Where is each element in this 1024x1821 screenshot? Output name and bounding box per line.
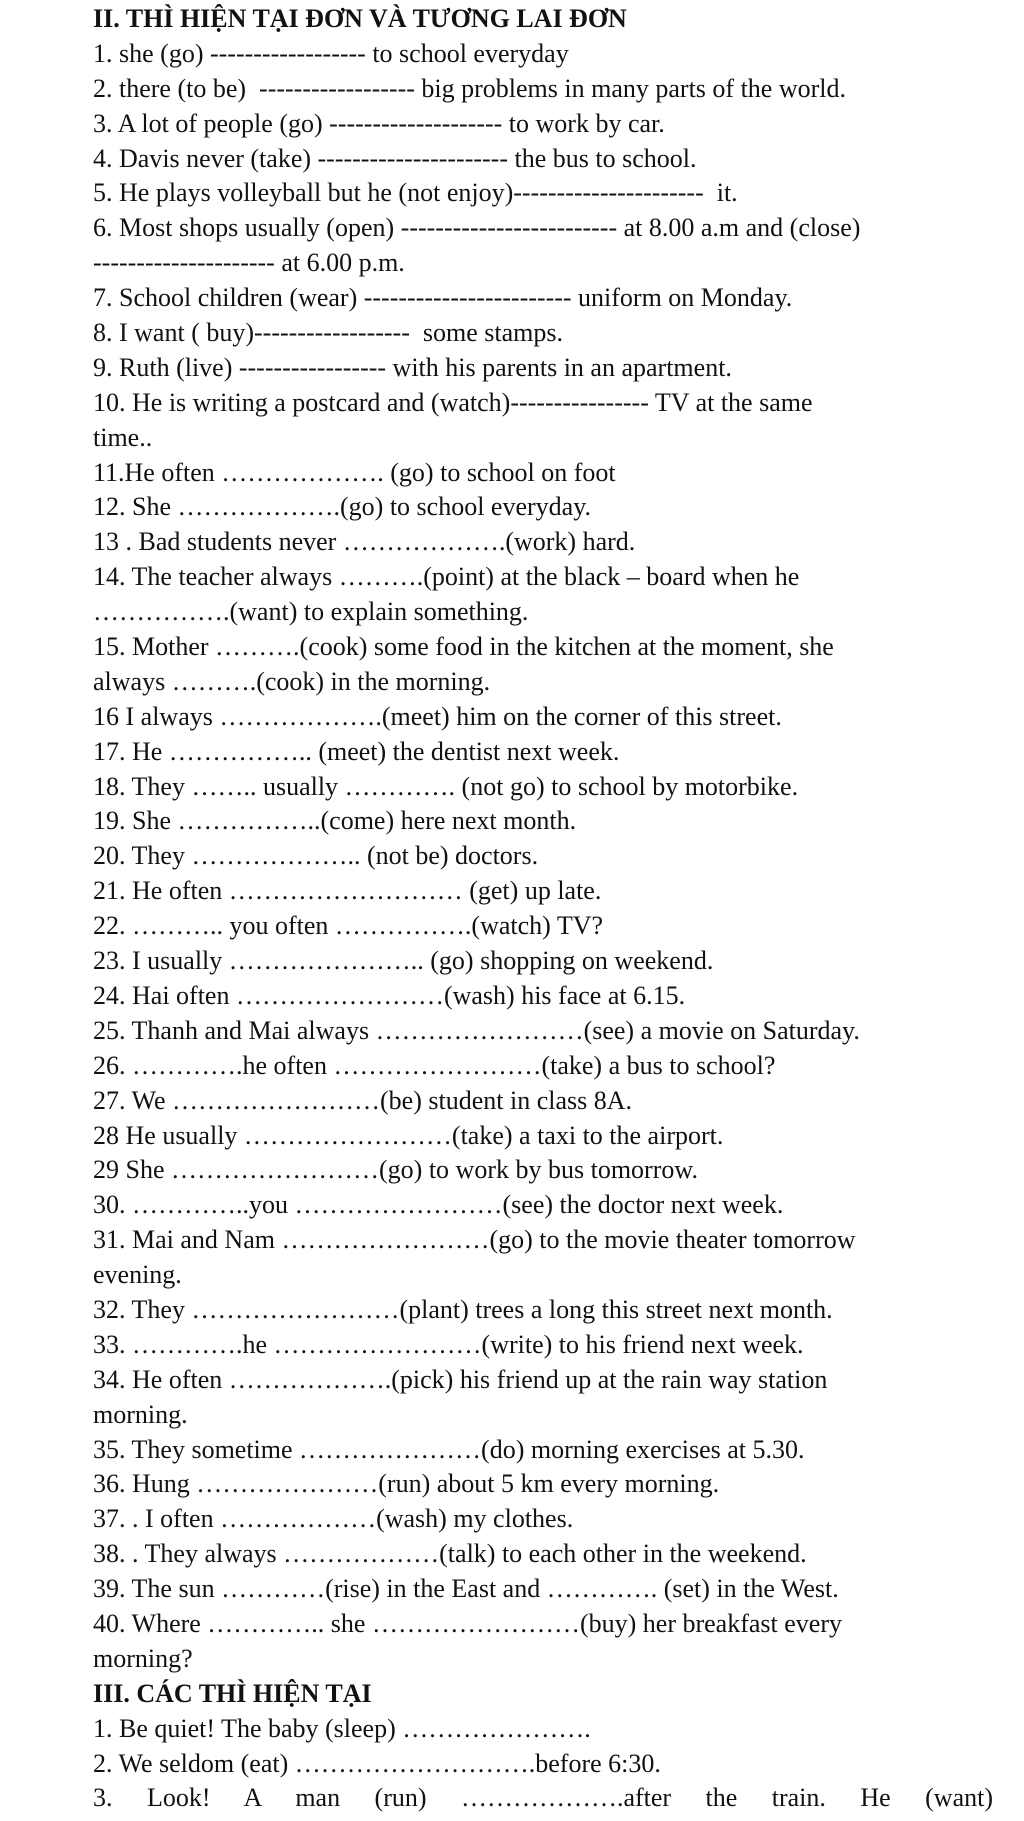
exercise-line: 37. . I often ………………(wash) my clothes. [93, 1504, 574, 1534]
exercise-line: 16 I always ……………….(meet) him on the corner of this street. [93, 701, 782, 731]
section-2-exercise-list [93, 37, 993, 1677]
exercise-line: 25. Thanh and Mai always ……………………(see) a movie on Saturday. [93, 1015, 860, 1045]
exercise-line: --------------------- at 6.00 p.m. [93, 248, 405, 278]
exercise-line: 32. They ……………………(plant) trees a long this street next month. [93, 1294, 833, 1324]
exercise-line: 5. He plays volleyball but he (not enjoy)---------------------- it. [93, 178, 738, 208]
exercise-line: 28 He usually ……………………(take) a taxi to the airport. [93, 1120, 724, 1150]
exercise-line: 20. They ……………….. (not be) doctors. [93, 841, 539, 871]
exercise-line: 33. ………….he ……………………(write) to his friend next week. [93, 1329, 804, 1359]
exercise-line: 7. School children (wear) ------------------------ uniform on Monday. [93, 283, 793, 313]
exercise-line: morning. [93, 1399, 188, 1429]
exercise-line: 17. He …………….. (meet) the dentist next week. [93, 736, 620, 766]
exercise-line: 30. …………..you ……………………(see) the doctor next week. [93, 1190, 784, 1220]
exercise-line: 19. She ……………..(come) here next month. [93, 806, 577, 836]
exercise-line: 31. Mai and Nam ……………………(go) to the movie theater tomorrow [93, 1225, 856, 1255]
exercise-line: 4. Davis never (take) ---------------------- the bus to school. [93, 143, 697, 173]
exercise-line: time.. [93, 422, 153, 452]
exercise-line: 14. The teacher always ……….(point) at the black – board when he [93, 562, 800, 592]
exercise-line: 24. Hai often ……………………(wash) his face at 6.15. [93, 980, 686, 1010]
exercise-line: 26. ………….he often ……………………(take) a bus to school? [93, 1050, 776, 1080]
section-2-heading: II. THÌ HIỆN TẠI ĐƠN VÀ TƯƠNG LAI ĐƠN [93, 4, 627, 33]
exercise-line: 8. I want ( buy)------------------ some stamps. [93, 318, 563, 348]
exercise-line: 39. The sun …………(rise) in the East and …………. (set) in the West. [93, 1574, 839, 1604]
exercise-line: 22. ……….. you often …………….(watch) TV? [93, 911, 604, 941]
exercise-line: 15. Mother ……….(cook) some food in the kitchen at the moment, she [93, 632, 834, 662]
exercise-line: 38. . They always ………………(talk) to each other in the weekend. [93, 1539, 807, 1569]
exercise-line: 1. she (go) ------------------ to school everyday [93, 38, 569, 68]
exercise-line: evening. [93, 1260, 182, 1290]
exercise-line: 11.He often ………………. (go) to school on foot [93, 457, 616, 487]
section-3-exercise-list [93, 1712, 993, 1782]
exercise-line: 13 . Bad students never ……………….(work) hard. [93, 527, 636, 557]
exercise-line: morning? [93, 1643, 193, 1673]
exercise-line: 27. We ……………………(be) student in class 8A. [93, 1085, 633, 1115]
section-3-heading: III. CÁC THÌ HIỆN TẠI [93, 1678, 372, 1708]
exercise-line: 12. She ……………….(go) to school everyday. [93, 492, 592, 522]
exercise-line: 2. We seldom (eat) ……………………….before 6:30. [93, 1748, 661, 1778]
exercise-line: 18. They …….. usually …………. (not go) to school by motorbike. [93, 771, 799, 801]
exercise-line: always ……….(cook) in the morning. [93, 666, 491, 696]
exercise-line: …………….(want) to explain something. [93, 597, 529, 627]
exercise-line: 3. A lot of people (go) -------------------- to work by car. [93, 108, 665, 138]
exercise-line: 23. I usually ………………….. (go) shopping on weekend. [93, 946, 714, 976]
exercise-line: 6. Most shops usually (open) ------------------------- at 8.00 a.m and (close) [93, 213, 861, 243]
exercise-line: 9. Ruth (live) ----------------- with his parents in an apartment. [93, 352, 732, 382]
exercise-line: 29 She ……………………(go) to work by bus tomorrow. [93, 1155, 698, 1185]
document-page [93, 2, 993, 1816]
exercise-line: 3. Look! A man (run) ……………….after the train. He (want) [93, 1783, 993, 1813]
exercise-line: 34. He often ……………….(pick) his friend up at the rain way station [93, 1364, 828, 1394]
exercise-line: 2. there (to be) ------------------ big problems in many parts of the world. [93, 73, 846, 103]
exercise-line: 40. Where ………….. she ……………………(buy) her breakfast every [93, 1608, 842, 1638]
exercise-line: 21. He often ……………………… (get) up late. [93, 876, 602, 906]
exercise-line: 10. He is writing a postcard and (watch)---------------- TV at the same [93, 387, 813, 417]
exercise-line: 36. Hung …………………(run) about 5 km every morning. [93, 1469, 720, 1499]
exercise-line: 35. They sometime …………………(do) morning exercises at 5.30. [93, 1434, 805, 1464]
exercise-line: 1. Be quiet! The baby (sleep) …………………. [93, 1713, 591, 1743]
